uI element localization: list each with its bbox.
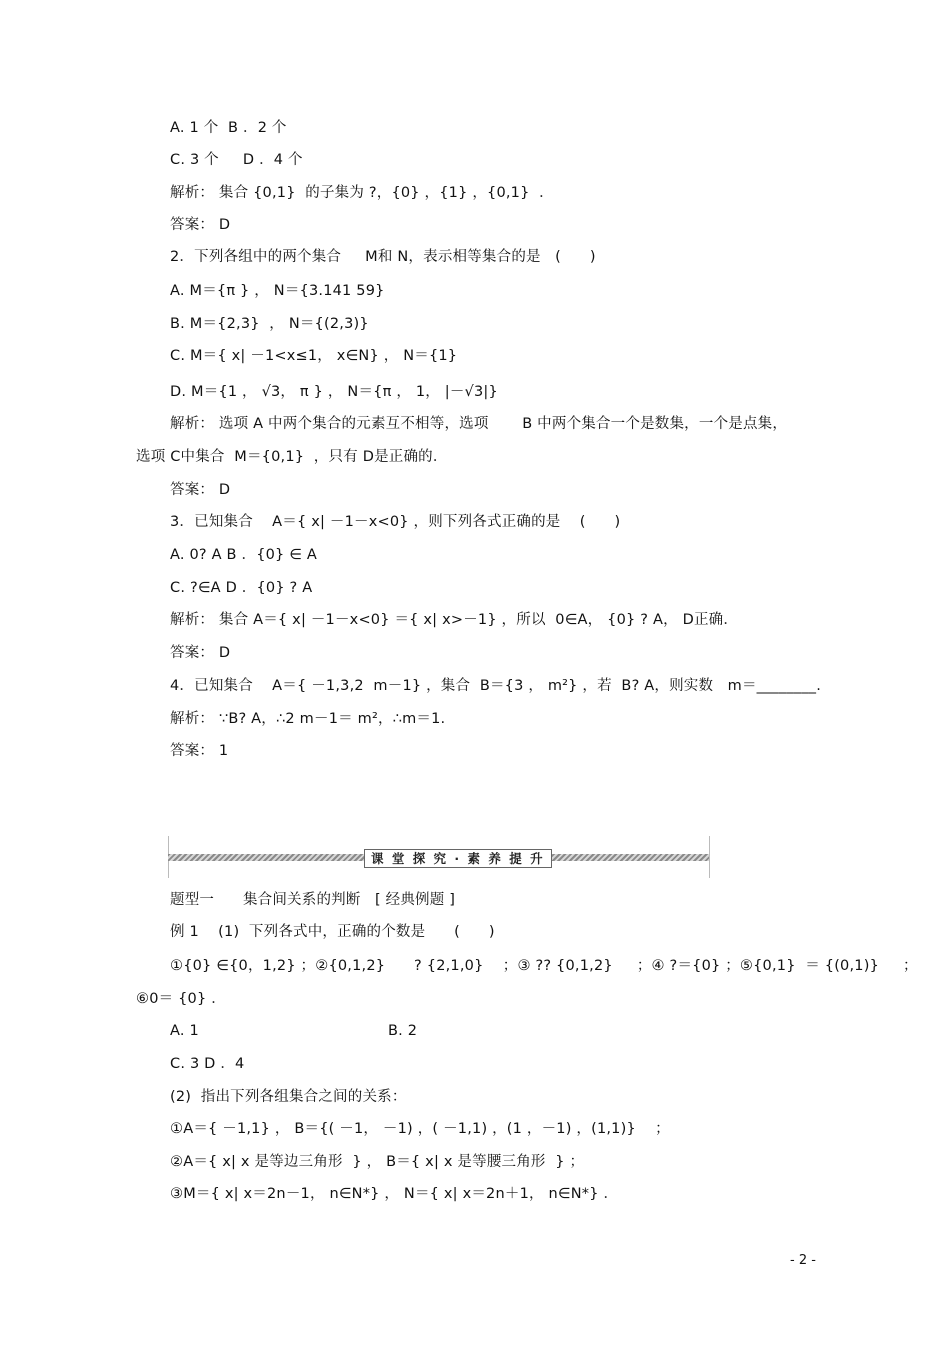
example-question: (2) 指出下列各组集合之间的关系： <box>170 1089 407 1105</box>
page-number: - 2 - <box>790 1253 816 1268</box>
answer-line: 答案： D <box>170 217 231 233</box>
option-line: C. 3 个 D ．4 个 <box>170 152 303 168</box>
example-items: ⑥0＝ {0} ． <box>136 991 226 1007</box>
answer-line: 答案： 1 <box>170 743 229 759</box>
analysis-line: 解析： 集合 {0,1} 的子集为 ?，{0} ，{1} ，{0,1} ． <box>170 185 554 201</box>
analysis-line: 选项 C中集合 M＝{0,1} ，只有 D是正确的． <box>136 449 448 465</box>
option-line: C. ?∈A D ．{0} ? A <box>170 580 313 596</box>
option-line: B. M＝{2,3} ， N＝{(2,3)} <box>170 316 369 332</box>
question-2: 2．下列各组中的两个集合 M和 N，表示相等集合的是 ( ) <box>170 249 596 265</box>
option-line: D. M＝{1 ， √3， π } ， N＝{π ， 1， |－√3|} <box>170 384 498 400</box>
section-heading: 题型一 集合间关系的判断 [ 经典例题 ] <box>170 892 456 908</box>
option-line: A. 1 个 B ．2 个 <box>170 120 287 136</box>
example-question: 例 1 (1) 下列各式中，正确的个数是 ( ) <box>170 924 495 940</box>
section-banner <box>168 836 710 878</box>
banner-label: 课 堂 探 究 · 素 养 提 升 <box>364 849 552 868</box>
option-line: C. 3 D ．4 <box>170 1056 245 1072</box>
option-line: B. 2 <box>388 1023 418 1039</box>
question-3: 3．已知集合 A＝{ x| －1－x<0} ，则下列各式正确的是 ( ) <box>170 514 621 530</box>
answer-line: 答案： D <box>170 645 231 661</box>
example-items: ②A＝{ x| x 是等边三角形 } ， B＝{ x| x 是等腰三角形 } ； <box>170 1154 585 1170</box>
question-4: 4．已知集合 A＝{ －1,3,2 m－1} ，集合 B＝{3 ， m²} ，若 B? A，则实数 m＝________. <box>170 678 822 694</box>
answer-line: 答案： D <box>170 482 231 498</box>
analysis-line: 解析： ∵B? A，∴2 m－1＝ m²，∴m＝1. <box>170 711 446 727</box>
analysis-line: 解析： 集合 A＝{ x| －1－x<0} ＝{ x| x>－1} ，所以 0∈A， {0} ? A， D正确． <box>170 612 739 628</box>
analysis-line: 解析： 选项 A 中两个集合的元素互不相等，选项 B 中两个集合一个是数集，一个是点集， <box>170 416 788 432</box>
example-items: ③M＝{ x| x＝2n－1， n∈N*} ， N＝{ x| x＝2n＋1， n∈N*} ． <box>170 1186 619 1202</box>
banner-edge <box>709 836 710 878</box>
option-line: A. 0? A B ．{0} ∈ A <box>170 547 318 563</box>
example-items: ①A＝{ －1,1} ， B＝{( －1， －1) ，( －1,1) ，(1 ，－1) ，(1,1)} ； <box>170 1121 670 1137</box>
option-line: A. M＝{π } ， N＝{3.141 59} <box>170 283 385 299</box>
option-line: A. 1 <box>170 1023 199 1039</box>
option-line: C. M＝{ x| －1<x≤1， x∈N} ， N＝{1} <box>170 348 458 364</box>
example-items: ①{0} ∈{0，1,2} ；②{0,1,2} ? {2,1,0} ；③ ?? {0,1,2} ；④ ?＝{0} ；⑤{0,1} ＝ {(0,1)} ； <box>170 958 918 974</box>
